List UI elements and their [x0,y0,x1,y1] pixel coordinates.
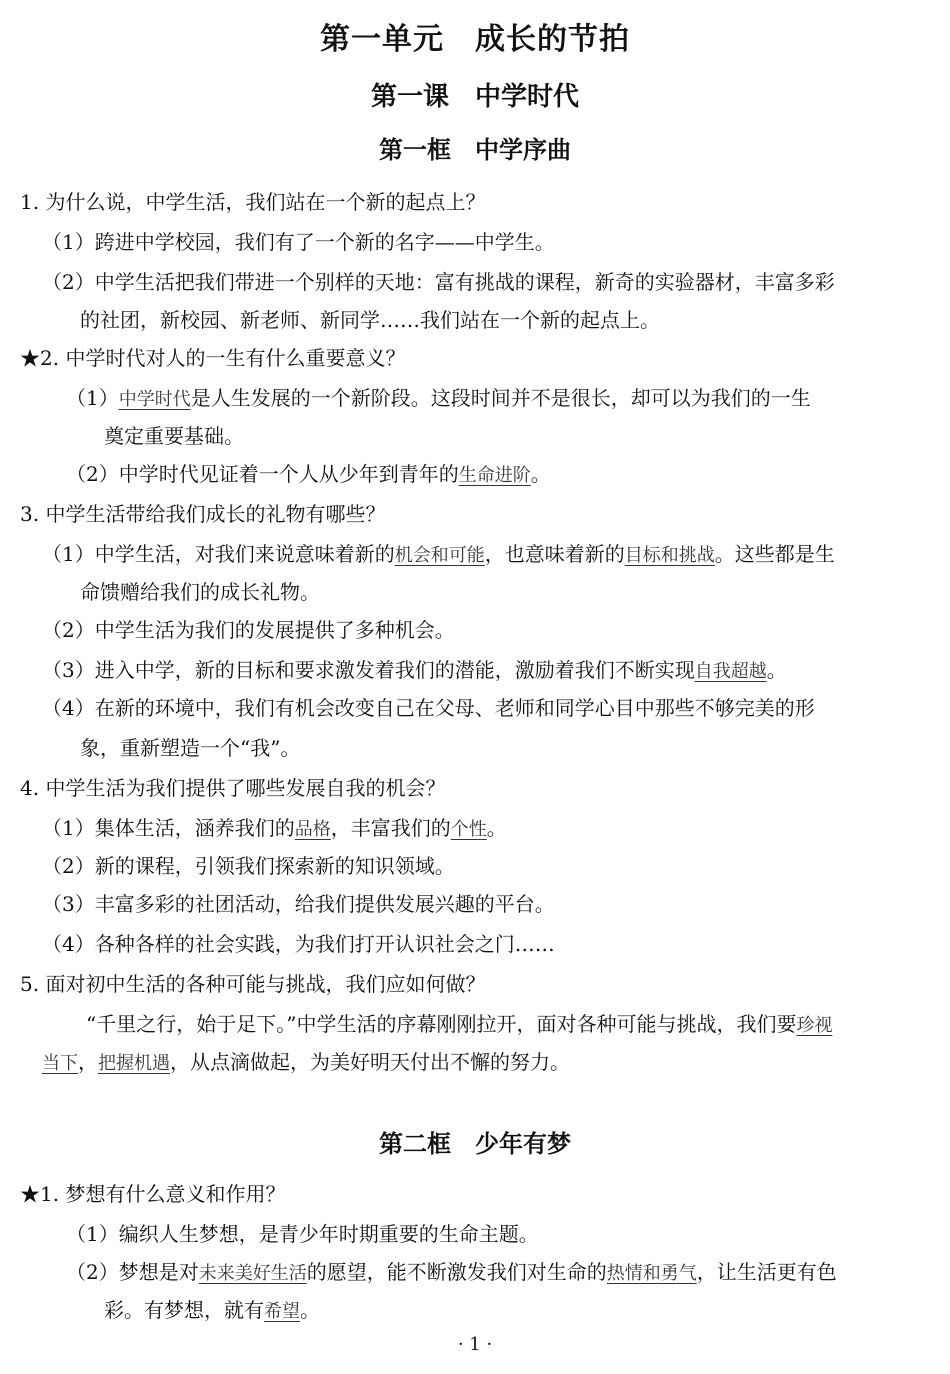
section-1-line [20,190,485,214]
text-run: （4）各种各样的社会实践，为我们打开认识社会之门…… [42,932,555,956]
section-1-line [20,502,385,526]
text-run: 彩。有梦想，就有 [104,1298,264,1322]
text-run: （1）编织人生梦想，是青少年时期重要的生命主题。 [66,1222,539,1246]
underlined-keyword: 未来美好生活 [198,1263,307,1284]
text-run: ，也意味着新的 [484,542,625,566]
text-run: ，从点滴做起，为美好明天付出不懈的努力。 [170,1050,570,1074]
underlined-keyword: 希望 [264,1301,300,1322]
text-run: （2）中学生活把我们带进一个别样的天地：富有挑战的课程，新奇的实验器材，丰富多彩 [42,270,835,294]
text-run: （1） [66,386,119,410]
section-1-line [42,542,835,568]
underlined-keyword: 目标和挑战 [624,545,715,566]
section-1-line [66,462,551,488]
section-1-line [80,308,660,332]
section-1-line [42,816,507,842]
section-2-line [66,1222,539,1246]
section-2-line [66,1260,837,1286]
section-1-line [42,932,555,956]
underlined-keyword: 机会和可能 [394,545,485,566]
unit-title: 第一单元 成长的节拍 [320,22,630,57]
underlined-keyword: 中学时代 [118,389,191,410]
section-2-line [104,1298,320,1324]
text-run: （1）集体生活，涵养我们的 [42,816,295,840]
section-1-line [42,658,787,684]
text-run: 1. 为什么说，中学生活，我们站在一个新的起点上？ [20,190,486,214]
text-run: （1）跨进中学校园，我们有了一个新的名字——中学生。 [42,230,555,254]
section-1-line [20,972,485,996]
underlined-keyword: 当下 [42,1053,78,1074]
text-run: 。这些都是生 [714,542,835,566]
text-run: 。 [486,816,507,840]
section-1-line [42,1050,570,1076]
text-run: 的社团，新校园、新老师、新同学……我们站在一个新的起点上。 [80,308,660,332]
section-title-1: 第一框 中学序曲 [379,136,571,164]
text-run: 命馈赠给我们的成长礼物。 [80,580,320,604]
section-1-line [20,346,405,370]
section-1-line [42,892,555,916]
section-1-line [42,270,835,294]
text-run: “千里之行，始于足下。”中学生活的序幕刚刚拉开，面对各种可能与挑战，我们要 [86,1012,797,1036]
section-1-line [104,424,244,448]
text-run: 是人生发展的一个新阶段。这段时间并不是很长，却可以为我们的一生 [190,386,811,410]
section-1-line [42,618,455,642]
text-run: 5. 面对初中生活的各种可能与挑战，我们应如何做？ [20,972,486,996]
underlined-keyword: 把握机遇 [98,1053,170,1074]
underlined-keyword: 生命进阶 [458,465,531,486]
section-2-line [20,1182,285,1206]
text-run: ， [78,1050,98,1074]
text-run: 奠定重要基础。 [104,424,244,448]
section-1-line [66,386,811,412]
underlined-keyword: 自我超越 [694,661,767,682]
section-1-line [42,230,555,254]
section-1-line [42,696,815,720]
page-number: · 1 · [457,1334,493,1355]
text-run: （2）梦想是对 [66,1260,199,1284]
text-run: 。 [766,658,787,682]
underlined-keyword: 热情和勇气 [606,1263,697,1284]
text-run: 象，重新塑造一个“我”。 [80,736,301,760]
section-1-line [80,736,300,760]
section-1-line [80,580,320,604]
text-run: 。 [300,1298,320,1322]
text-run: ★1. 梦想有什么意义和作用？ [20,1182,286,1206]
text-run: ，让生活更有色 [696,1260,837,1284]
text-run: ，丰富我们的 [330,816,451,840]
text-run: （3）进入中学，新的目标和要求激发着我们的潜能，激励着我们不断实现 [42,658,695,682]
text-run: （2）中学时代见证着一个人从少年到青年的 [66,462,459,486]
section-1-line [42,854,455,878]
text-run: 3. 中学生活带给我们成长的礼物有哪些？ [20,502,386,526]
lesson-title: 第一课 中学时代 [370,82,579,112]
underlined-keyword: 品格 [294,819,331,840]
text-run: 。 [530,462,551,486]
section-1-line [20,776,445,800]
text-run: （1）中学生活，对我们来说意味着新的 [42,542,395,566]
text-run: （2）中学生活为我们的发展提供了多种机会。 [42,618,455,642]
section-1-line [86,1012,832,1038]
text-run: （3）丰富多彩的社团活动，给我们提供发展兴趣的平台。 [42,892,555,916]
text-run: 4. 中学生活为我们提供了哪些发展自我的机会？ [20,776,446,800]
text-run: （4）在新的环境中，我们有机会改变自己在父母、老师和同学心目中那些不够完美的形 [42,696,815,720]
text-run: ★2. 中学时代对人的一生有什么重要意义？ [20,346,406,370]
section-title-2: 第二框 少年有梦 [379,1130,571,1158]
text-run: 的愿望，能不断激发我们对生命的 [306,1260,607,1284]
underlined-keyword: 珍视 [796,1015,833,1036]
underlined-keyword: 个性 [450,819,487,840]
text-run: （2）新的课程，引领我们探索新的知识领域。 [42,854,455,878]
